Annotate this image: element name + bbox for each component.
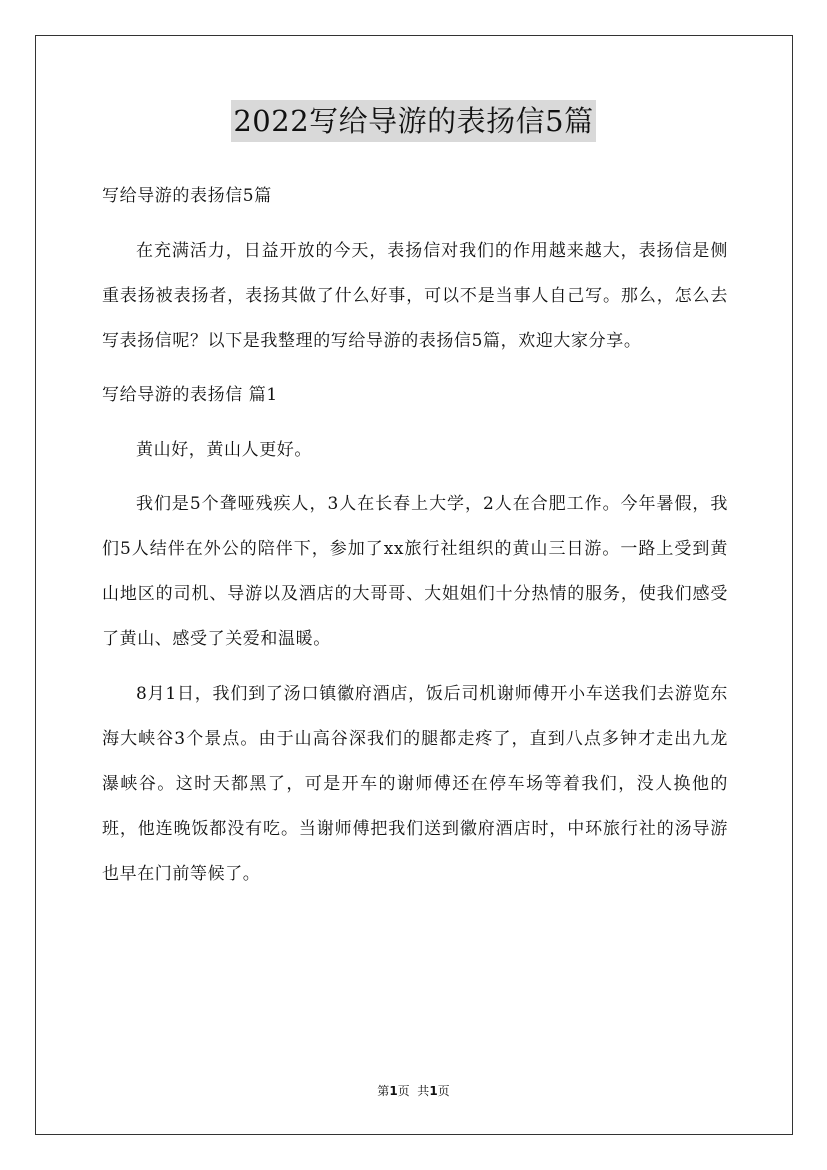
footer-page-number: 1 — [389, 1084, 398, 1098]
body-paragraph: 我们是5个聋哑残疾人，3人在长春上大学，2人在合肥工作。今年暑假，我们5人结伴在外公的陪伴下，参加了xx旅行社组织的黄山三日游。一路上受到黄山地区的司机、导游以及酒店的大哥哥、大姐姐们十分热情的服务，使我们感受了黄山、感受了关爱和温暖。 — [102, 494, 728, 649]
document-title: 2022写给导游的表扬信5篇 — [231, 100, 595, 142]
title-container — [0, 100, 827, 142]
intro-paragraph: 在充满活力，日益开放的今天，表扬信对我们的作用越来越大，表扬信是侧重表扬被表扬者，表扬其做了什么好事，可以不是当事人自己写。那么，怎么去写表扬信呢？以下是我整理的写给导游的表扬信5篇，欢迎大家分享。 — [102, 240, 728, 351]
document-body — [102, 174, 728, 906]
footer-total-pages: 1 — [429, 1084, 438, 1098]
footer-page-suffix: 页 — [437, 1084, 450, 1098]
body-paragraph: 8月1日，我们到了汤口镇徽府酒店，饭后司机谢师傅开小车送我们去游览东海大峡谷3个景点。由于山高谷深我们的腿都走疼了，直到八点多钟才走出九龙瀑峡谷。这时天都黑了，可是开车的谢师傅还在停车场等着我们，没人换他的班，他连晚饭都没有吃。当谢师傅把我们送到徽府酒店时，中环旅行社的汤导游也早在门前等候了。 — [102, 683, 728, 884]
body-paragraph: 黄山好，黄山人更好。 — [136, 439, 312, 460]
section-heading-1: 写给导游的表扬信 篇1 — [102, 385, 278, 405]
footer-page-prefix: 第 — [377, 1084, 390, 1098]
page-footer — [0, 1083, 827, 1099]
footer-page-mid: 页 共 — [397, 1084, 430, 1098]
subtitle-heading: 写给导游的表扬信5篇 — [102, 186, 272, 206]
